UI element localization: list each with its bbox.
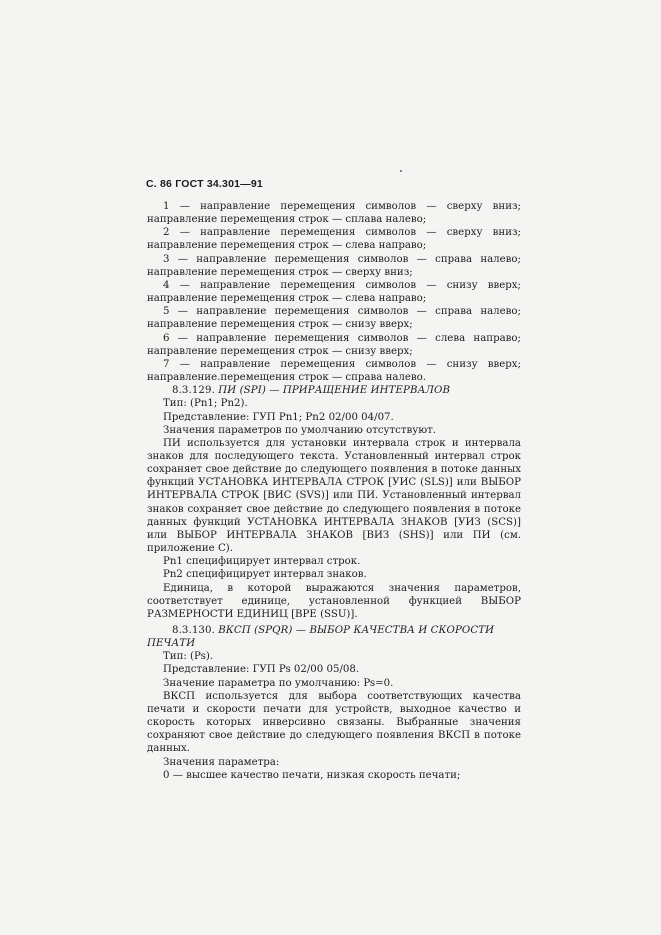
direction-item-1: 1 — направление перемещения символов — сверху вниз; направление перемещения строк — сплава налево;	[147, 201, 521, 226]
section-129-number: 8.3.129.	[172, 385, 215, 397]
direction-item-5: 5 — направление перемещения символов — справа налево; направление перемещения строк — снизу вверх;	[147, 306, 521, 331]
section-129-pn1: Pn1 специфицирует интервал строк.	[163, 556, 361, 568]
direction-item-3: 3 — направление перемещения символов — справа налево; направление перемещения строк — сверху вниз;	[147, 253, 521, 278]
section-130-description: ВКСП используется для выбора соответствующих качества печати и скорости печати для устройств, выходное качество и скорость которых инверсивно связаны. Выбранные значения сохраняют свое действие до следующего появления ВКСП в потоке данных.	[147, 690, 521, 755]
section-130-title: ВКСП (SPQR) — ВЫБОР КАЧЕСТВА И СКОРОСТИ ПЕЧАТИ	[147, 625, 495, 650]
section-129-title: ПИ (SPI) — ПРИРАЩЕНИЕ ИНТЕРВАЛОВ	[218, 385, 451, 397]
direction-item-2: 2 — направление перемещения символов — сверху вниз; направление перемещения строк — слева направо;	[147, 227, 521, 252]
scan-speck	[400, 170, 402, 172]
section-129-representation: Представление: ГУП Pn1; Pn2 02/00 04/07.	[163, 411, 394, 423]
section-130-heading	[147, 624, 521, 650]
section-129-description: ПИ используется для установки интервала строк и интервала знаков для последующего текста. Установленный интервал строк сохраняет свое действие до следующего появления в потоке данных функций УСТАНОВКА ИНТЕРВАЛА СТРОК [УИС (SLS)] или ВЫБОР ИНТЕРВАЛА СТРОК [ВИС (SVS)] или ПИ. Установленный интервал знаков сохраняет свое действие до следующего появления в потоке данных функций УСТАНОВКА ИНТЕРВАЛА ЗНАКОВ [УИЗ (SCS)] или ВЫБОР ИНТЕРВАЛА ЗНАКОВ [ВИЗ (SHS)] или ПИ (см. приложение С).	[147, 437, 521, 555]
section-129-defaults: Значения параметров по умолчанию отсутствуют.	[163, 424, 436, 436]
section-130-default: Значение параметра по умолчанию: Ps=0.	[163, 677, 394, 689]
section-129-heading	[147, 384, 521, 397]
section-129-units: Единица, в которой выражаются значения параметров, соответствует единице, установленной функцией ВЫБОР РАЗМЕРНОСТИ ЕДИНИЦ [ВРЕ (SSU)].	[147, 582, 521, 620]
section-130-representation: Представление: ГУП Ps 02/00 05/08.	[163, 664, 360, 676]
section-130-value-0: 0 — высшее качество печати, низкая скорость печати;	[163, 769, 461, 781]
page-body	[147, 200, 521, 782]
section-130-number: 8.3.130.	[172, 625, 215, 636]
direction-item-7: 7 — направление перемещения символов — снизу вверх; направление.перемещения строк — справа налево.	[147, 358, 521, 384]
section-129-type: Тип: (Pn1; Pn2).	[163, 398, 248, 410]
section-129-pn2: Pn2 специфицирует интервал знаков.	[163, 569, 367, 581]
section-130-type: Тип: (Ps).	[163, 651, 214, 663]
page-header: С. 86 ГОСТ 34.301—91	[146, 178, 263, 190]
direction-item-6: 6 — направление перемещения символов — слева направо; направление перемещения строк — снизу вверх;	[147, 332, 521, 357]
direction-item-4: 4 — направление перемещения символов — снизу вверх; направление перемещения строк — слева направо;	[147, 279, 521, 305]
section-130-param-label: Значения параметра:	[163, 756, 280, 768]
